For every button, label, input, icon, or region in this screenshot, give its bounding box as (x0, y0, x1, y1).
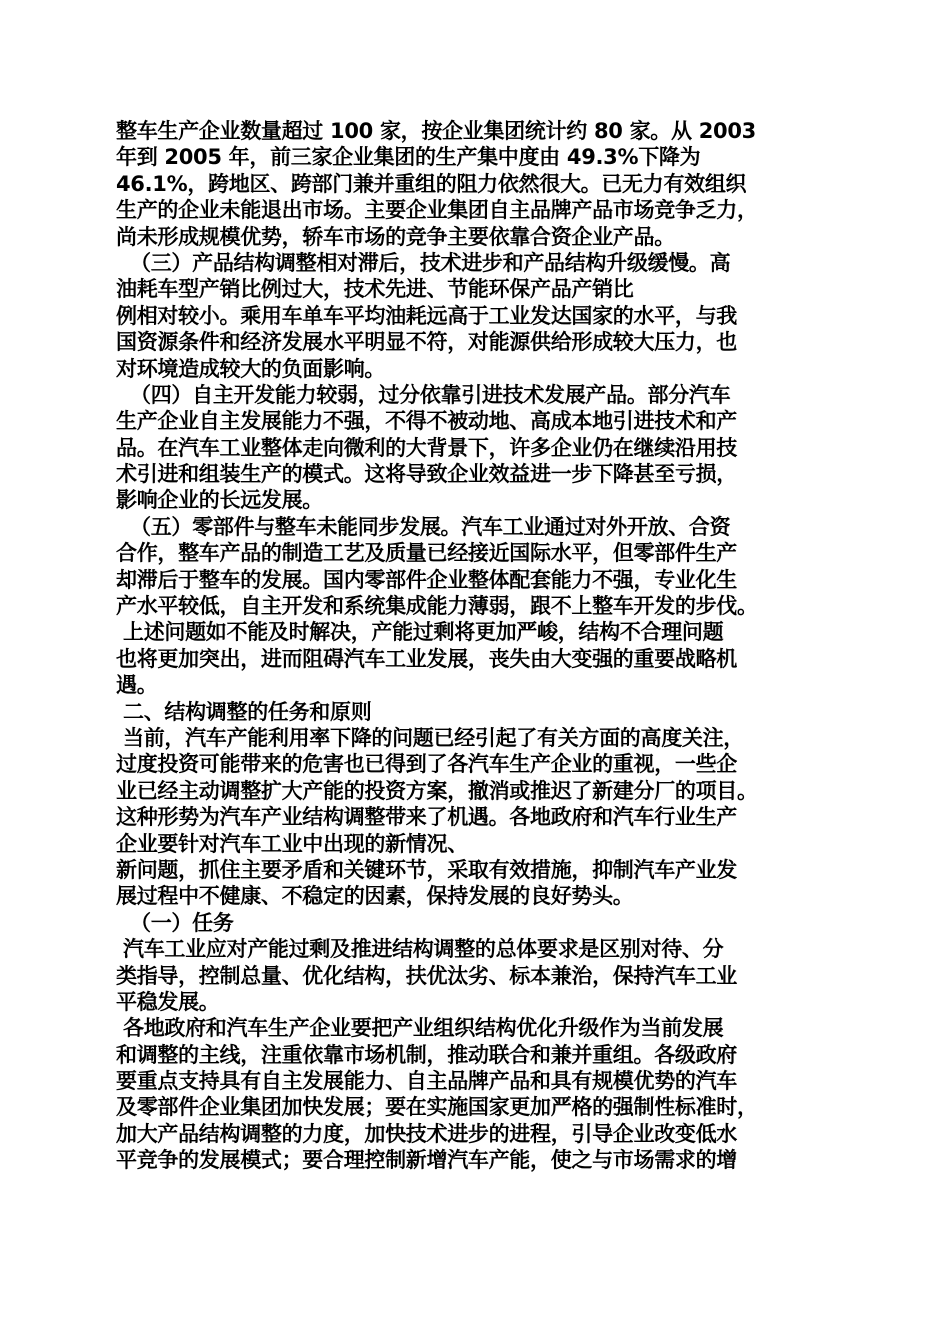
text-line: 这种形势为汽车产业结构调整带来了机遇。各地政府和汽车行业生产 (116, 805, 737, 830)
text-line: 也将更加突出，进而阻碍汽车工业发展，丧失由大变强的重要战略机 (116, 646, 737, 671)
text-line: 术引进和组装生产的模式。这将导致企业效益进一步下降甚至亏损， (116, 462, 737, 487)
text-line: 生产的企业未能退出市场。主要企业集团自主品牌产品市场竞争乏力， (116, 198, 758, 223)
text-line: 平竞争的发展模式；要合理控制新增汽车产能，使之与市场需求的增 (116, 1148, 737, 1173)
text-line: 汽车工业应对产能过剩及推进结构调整的总体要求是区别对待、分 (116, 937, 724, 962)
text-line: 合作，整车产品的制造工艺及质量已经接近国际水平，但零部件生产 (116, 541, 737, 566)
text-line: 遇。 (116, 673, 158, 698)
text-line: 整车生产企业数量超过 100 家，按企业集团统计约 80 家。从 2003 (116, 119, 756, 143)
text-line: （一）任务 (116, 910, 234, 935)
text-line: 二、结构调整的任务和原则 (116, 699, 372, 724)
text-line: 新问题，抓住主要矛盾和关键环节，采取有效措施，抑制汽车产业发 (116, 857, 737, 882)
text-line: 过度投资可能带来的危害也已得到了各汽车生产企业的重视，一些企 (116, 752, 737, 777)
text-line: 品。在汽车工业整体走向微利的大背景下，许多企业仍在继续沿用技 (116, 435, 737, 460)
text-line: 展过程中不健康、不稳定的因素，保持发展的良好势头。 (116, 884, 634, 909)
text-line: 却滞后于整车的发展。国内零部件企业整体配套能力不强，专业化生 (116, 567, 737, 592)
text-line: 尚未形成规模优势，轿车市场的竞争主要依靠合资企业产品。 (116, 224, 675, 249)
text-line: 影响企业的长远发展。 (116, 488, 323, 513)
text-line: 各地政府和汽车生产企业要把产业组织结构优化升级作为当前发展 (116, 1016, 724, 1041)
text-line: （四）自主开发能力较弱，过分依靠引进技术发展产品。部分汽车 (116, 382, 731, 407)
text-line: 油耗车型产销比例过大，技术先进、节能环保产品产销比 (116, 277, 634, 302)
text-line: （三）产品结构调整相对滞后，技术进步和产品结构升级缓慢。高 (116, 250, 731, 275)
text-line: 国资源条件和经济发展水平明显不符，对能源供给形成较大压力，也 (116, 330, 737, 355)
text-line: 平稳发展。 (116, 989, 220, 1014)
text-line: 年到 2005 年，前三家企业集团的生产集中度由 49.3%下降为 (116, 145, 701, 170)
text-line: 加大产品结构调整的力度，加快技术进步的进程，引导企业改变低水 (116, 1121, 737, 1146)
text-line: 业已经主动调整扩大产能的投资方案，撤消或推迟了新建分厂的项目。 (116, 778, 758, 803)
text-line: 生产企业自主发展能力不强，不得不被动地、高成本地引进技术和产 (116, 409, 737, 434)
text-line: 46.1%，跨地区、跨部门兼并重组的阻力依然很大。已无力有效组织 (116, 171, 747, 196)
text-line: 例相对较小。乘用车单车平均油耗远高于工业发达国家的水平，与我 (116, 303, 737, 328)
text-line: 及零部件企业集团加快发展；要在实施国家更加严格的强制性标准时， (116, 1095, 758, 1120)
text-line: 上述问题如不能及时解决，产能过剩将更加严峻，结构不合理问题 (116, 620, 724, 645)
text-line: 类指导，控制总量、优化结构，扶优汰劣、标本兼治，保持汽车工业 (116, 963, 737, 988)
text-line: （五）零部件与整车未能同步发展。汽车工业通过对外开放、合资 (116, 514, 731, 539)
document-body (116, 118, 844, 1174)
text-line: 要重点支持具有自主发展能力、自主品牌产品和具有规模优势的汽车 (116, 1069, 737, 1094)
text-line: 和调整的主线，注重依靠市场机制，推动联合和兼并重组。各级政府 (116, 1042, 737, 1067)
text-line: 当前，汽车产能利用率下降的问题已经引起了有关方面的高度关注， (116, 725, 745, 750)
text-line: 对环境造成较大的负面影响。 (116, 356, 386, 381)
text-line: 企业要针对汽车工业中出现的新情况、 (116, 831, 468, 856)
text-line: 产水平较低，自主开发和系统集成能力薄弱，跟不上整车开发的步伐。 (116, 594, 758, 619)
